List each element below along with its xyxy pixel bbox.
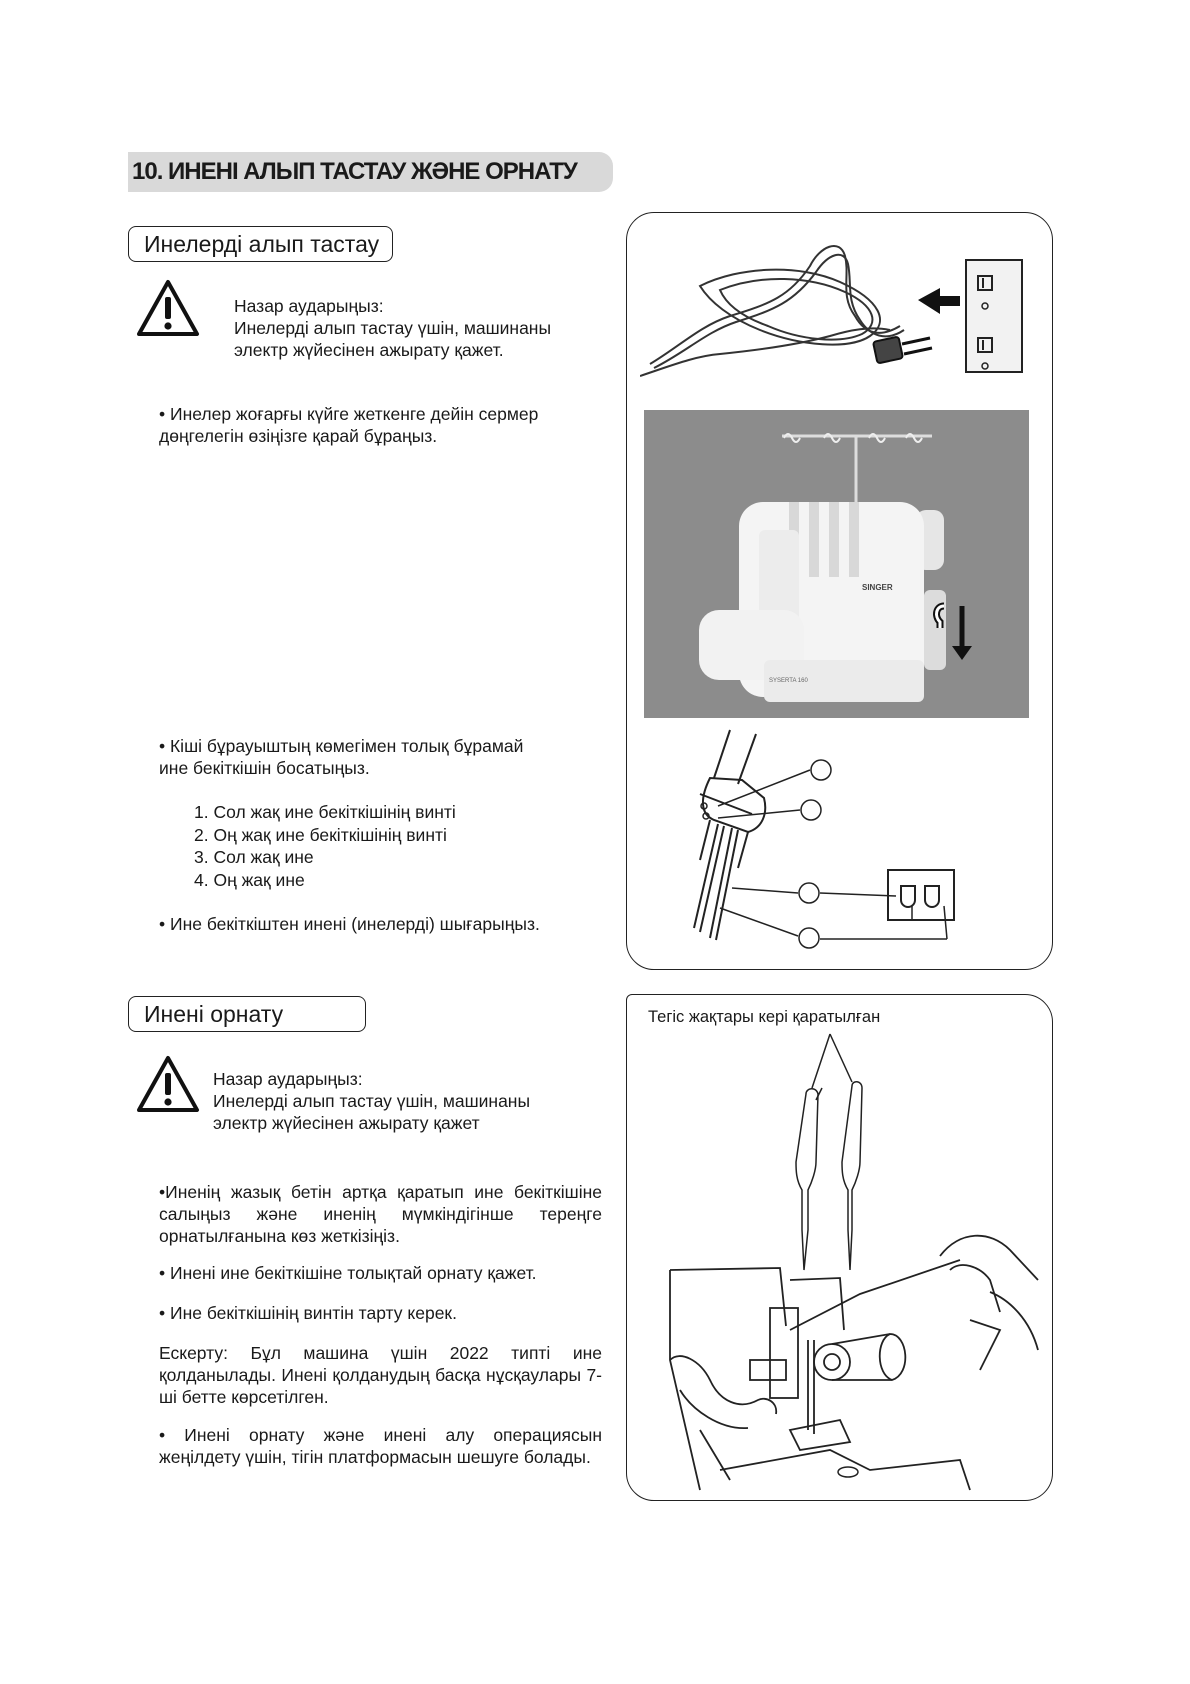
install-warning	[213, 1068, 530, 1134]
model-label: SYSERTA 160	[769, 678, 808, 684]
list-item: 1. Сол жақ ине бекіткішінің винті	[194, 802, 456, 822]
warning-line: Инелерді алып тастау үшін, машинаны	[234, 318, 552, 338]
install-heading: Инені орнату	[128, 996, 366, 1032]
section-title: 10. ИНЕНІ АЛЫП ТАСТАУ ЖӘНЕ ОРНАТУ	[128, 152, 613, 192]
removal-heading: Инелерді алып тастау	[128, 226, 393, 262]
removal-step-2	[159, 735, 599, 779]
needle-clamp-diagram	[660, 728, 980, 962]
sewing-machine-image	[644, 410, 1029, 718]
parts-list	[194, 801, 456, 891]
step-line: дөңгелегін өзіңізге қарай бұраңыз.	[159, 426, 438, 446]
step-line: ине бекіткішін босатыңыз.	[159, 758, 370, 778]
figure-caption: Тегіс жақтары кері қаратылған	[648, 1008, 881, 1026]
warning-title: Назар аударыңыз:	[213, 1069, 363, 1089]
install-step-2: • Инені ине бекіткішіне толықтай орнату қажет.	[159, 1263, 537, 1283]
power-cord-illustration	[640, 226, 1040, 398]
install-step-4: • Инені орнату және инені алу операциясын жеңілдету үшін, тігін платформасын шешуге болады.	[159, 1425, 602, 1467]
warning-icon	[136, 279, 200, 337]
warning-title: Назар аударыңыз:	[234, 296, 384, 316]
removal-step-1	[159, 403, 599, 447]
install-note: Ескерту: Бұл машина үшін 2022 типті ине қолданылады. Инені қолданудың басқа нұсқаулары 7-ші бетте көрсетілген.	[159, 1343, 602, 1407]
list-item: 4. Оң жақ ине	[194, 869, 305, 890]
warning-icon	[136, 1055, 200, 1113]
list-item: 2. Оң жақ ине бекіткішінің винті	[194, 824, 447, 845]
needle-install-illustration	[640, 1030, 1040, 1492]
step-line: • Кіші бұрауыштың көмегімен толық бұрамай	[159, 736, 524, 756]
list-item: 3. Сол жақ ине	[194, 847, 314, 867]
brand-label: SINGER	[862, 583, 893, 592]
removal-step-3: • Ине бекіткіштен инені (инелерді) шығарыңыз.	[159, 914, 540, 934]
warning-line: электр жүйесінен ажырату қажет	[213, 1113, 480, 1133]
warning-line: Инелерді алып тастау үшін, машинаны	[213, 1091, 531, 1111]
warning-line: электр жүйесінен ажырату қажет.	[234, 340, 504, 360]
removal-warning	[234, 295, 551, 361]
step-line: • Инелер жоғарғы күйге жеткенге дейін сермер	[159, 404, 539, 424]
install-step-3: • Ине бекіткішінің винтін тарту керек.	[159, 1303, 457, 1323]
machine-photo	[644, 410, 1029, 718]
install-step-1: •Иненің жазық бетін артқа қаратып ине бекіткішіне салыңыз және иненің мүмкіндігінше тереңге орнатылғанына көз жеткізіңіз.	[159, 1182, 602, 1246]
